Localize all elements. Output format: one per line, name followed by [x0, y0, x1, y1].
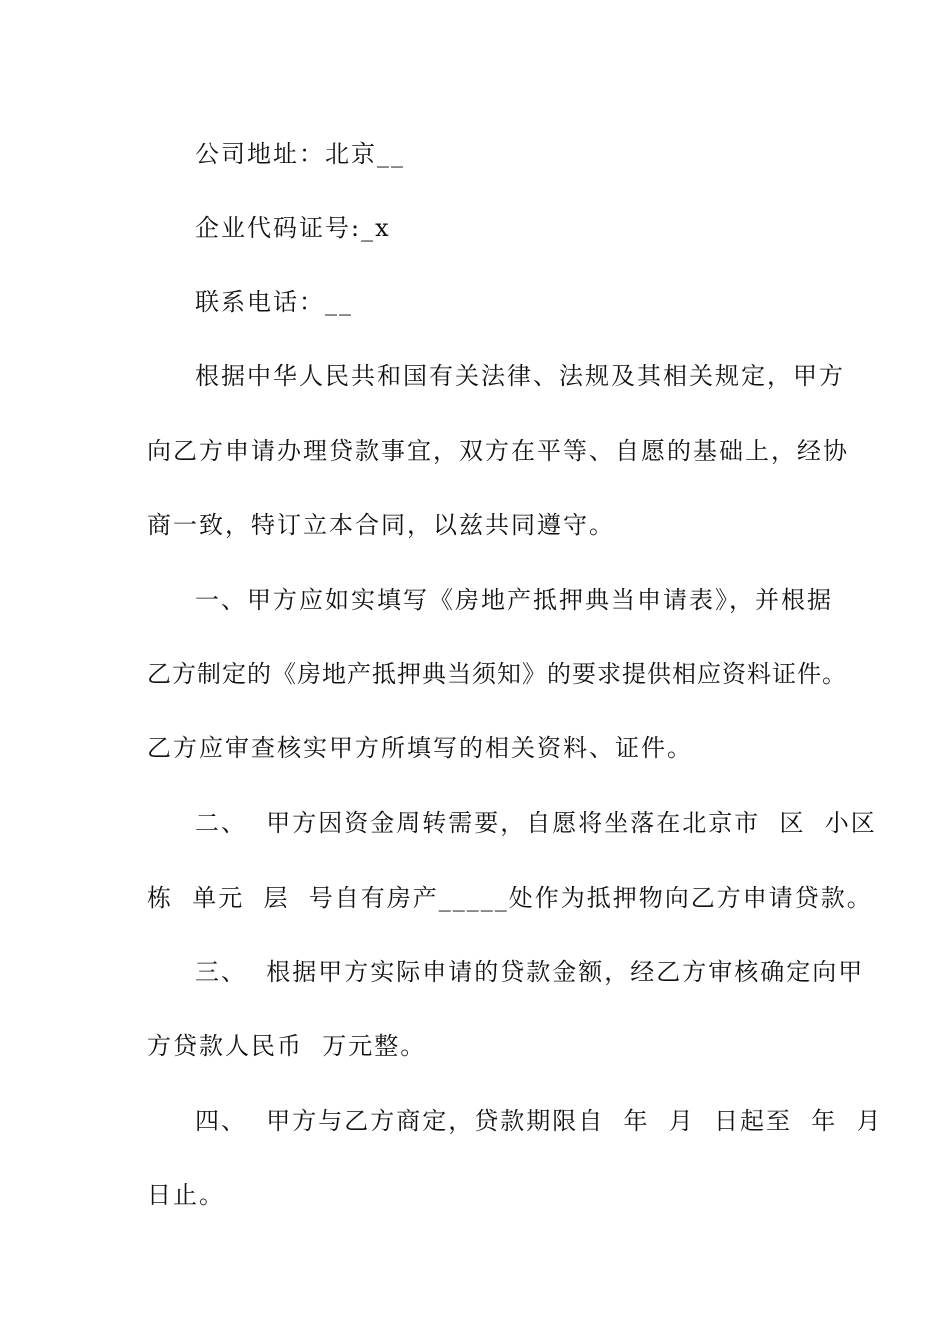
company-address-line: 公司地址：北京__ [195, 140, 405, 168]
clause-2-line-1: 二、 甲方因资金周转需要，自愿将坐落在北京市 区 小区 [195, 809, 877, 837]
preamble-line-3: 商一致，特订立本合同，以兹共同遵守。 [147, 511, 615, 539]
enterprise-code-line: 企业代码证号:_x [195, 214, 391, 242]
preamble-line-1: 根据中华人民共和国有关法律、法规及其相关规定，甲方 [195, 362, 845, 390]
clause-1-line-2: 乙方制定的《房地产抵押典当须知》的要求提供相应资料证件。 [147, 660, 847, 688]
clause-4-line-1: 四、 甲方与乙方商定，贷款期限自 年 月 日起至 年 月 [195, 1107, 883, 1135]
preamble-line-2: 向乙方申请办理贷款事宜，双方在平等、自愿的基础上，经协 [147, 437, 849, 465]
clause-1-line-3: 乙方应审查核实甲方所填写的相关资料、证件。 [147, 734, 693, 762]
contact-phone-line: 联系电话：__ [195, 288, 353, 316]
clause-4-line-2: 日止。 [147, 1181, 225, 1209]
clause-2-line-2: 栋 单元 层 号自有房产_____处作为抵押物向乙方申请贷款。 [147, 884, 873, 912]
clause-3-line-1: 三、 根据甲方实际申请的贷款金额，经乙方审核确定向甲 [195, 958, 865, 986]
clause-3-line-2: 方贷款人民币 万元整。 [147, 1032, 427, 1060]
clause-1-line-1: 一、甲方应如实填写《房地产抵押典当申请表》，并根据 [195, 586, 833, 614]
